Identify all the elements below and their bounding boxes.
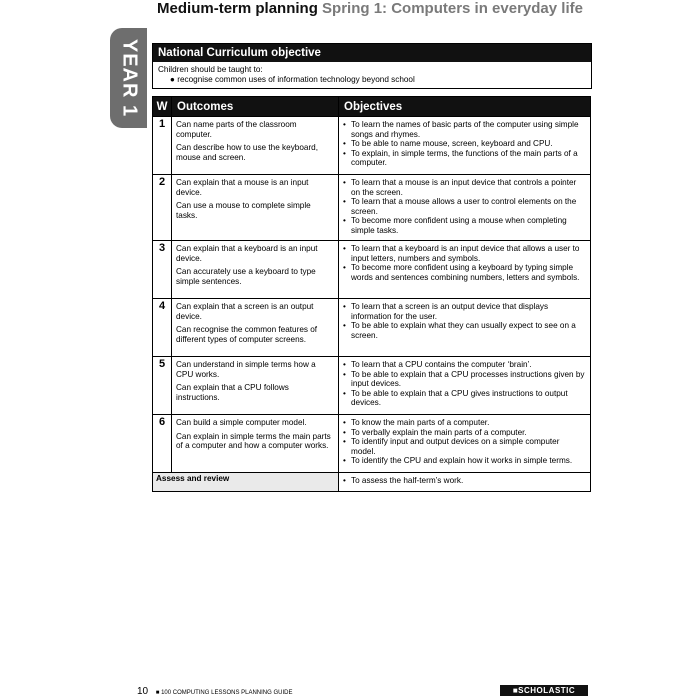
week-number: 6 [153, 415, 172, 473]
objective-item: • To verbally explain the main parts of a computer. [343, 428, 586, 438]
objective-item: • To become more confident using a mouse when completing simple tasks. [343, 216, 586, 235]
assess-review-label: Assess and review [153, 473, 339, 492]
objective-item: • To become more confident using a keyboard by typing simple words and sentences combining numbers, letters and symbols. [343, 263, 586, 282]
outcome-text: Can name parts of the classroom computer. [176, 120, 297, 139]
objective-item: • To be able to explain what they can usually expect to see on a screen. [343, 321, 586, 340]
objective-item: • To learn the names of basic parts of the computer using simple songs and rhymes. [343, 120, 586, 139]
outcome-text: Can explain that a screen is an output device. [176, 302, 314, 321]
objectives-cell [339, 299, 591, 357]
objectives-cell [339, 415, 591, 473]
table-row [153, 241, 591, 299]
objective-item: • To learn that a CPU contains the computer ‘brain’. [343, 360, 586, 370]
page-footer [137, 686, 292, 697]
publisher-logo: ■SCHOLASTIC [500, 685, 588, 696]
outcomes-cell [172, 299, 339, 357]
objective-item: • To know the main parts of a computer. [343, 418, 586, 428]
objective-item: • To assess the half-term’s work. [343, 476, 586, 486]
national-curriculum-heading: National Curriculum objective [153, 44, 591, 62]
page-title [150, 0, 590, 17]
col-objectives-header: Objectives [339, 97, 591, 117]
objective-item: • To explain, in simple terms, the functions of the main parts of a computer. [343, 149, 586, 168]
outcome-text: Can explain that a mouse is an input device. [176, 178, 309, 197]
nc-bullet-text: recognise common uses of information technology beyond school [177, 75, 415, 84]
col-week-header: W [153, 97, 172, 117]
objectives-cell [339, 117, 591, 175]
week-number: 4 [153, 299, 172, 357]
week-number: 2 [153, 175, 172, 241]
title-sub: Spring 1: Computers in everyday life [322, 0, 583, 17]
outcomes-cell [172, 175, 339, 241]
objectives-cell [339, 357, 591, 415]
title-main: Medium-term planning [157, 0, 318, 17]
planning-table [152, 96, 591, 492]
week-number: 3 [153, 241, 172, 299]
outcome-text: Can explain that a CPU follows instructions. [176, 383, 289, 402]
objective-item: • To be able to explain that a CPU processes instructions given by input devices. [343, 370, 586, 389]
week-number: 1 [153, 117, 172, 175]
outcome-text: Can explain in simple terms the main parts of a computer and how a computer works. [176, 431, 331, 451]
outcomes-cell [172, 241, 339, 299]
outcome-text: Can describe how to use the keyboard, mouse and screen. [176, 143, 319, 162]
guide-title: 100 COMPUTING LESSONS PLANNING GUIDE [161, 690, 293, 696]
outcomes-cell [172, 117, 339, 175]
objective-item: • To learn that a screen is an output device that displays information for the user. [343, 302, 586, 321]
page-number: 10 [137, 686, 149, 697]
week-number: 5 [153, 357, 172, 415]
objectives-cell [339, 175, 591, 241]
outcome-text: Can explain that a keyboard is an input device. [176, 244, 318, 263]
outcome-text: Can build a simple computer model. [176, 418, 307, 427]
year-tab-label: YEAR 1 [118, 38, 140, 118]
outcomes-cell [172, 415, 339, 473]
objectives-cell [339, 241, 591, 299]
outcomes-cell [172, 357, 339, 415]
table-row [153, 175, 591, 241]
col-outcomes-header: Outcomes [172, 97, 339, 117]
table-row [153, 415, 591, 473]
objective-item: • To be able to explain that a CPU gives instructions to output devices. [343, 389, 586, 408]
table-row [153, 117, 591, 175]
national-curriculum-box [152, 43, 592, 89]
nc-intro: Children should be taught to: [158, 65, 263, 74]
assess-review-row [153, 473, 591, 492]
table-row [153, 299, 591, 357]
objective-item: • To identify the CPU and explain how it works in simple terms. [343, 456, 586, 466]
national-curriculum-body [153, 62, 591, 88]
year-tab [110, 28, 147, 128]
table-header-row [153, 97, 591, 117]
outcome-text: Can recognise the common features of different types of computer screens. [176, 325, 318, 344]
table-row [153, 357, 591, 415]
assess-review-objective-cell [339, 473, 591, 492]
outcome-text: Can use a mouse to complete simple tasks. [176, 201, 311, 220]
objective-item: • To learn that a mouse is an input device that controls a pointer on the screen. [343, 178, 586, 197]
outcome-text: Can accurately use a keyboard to type simple sentences. [176, 267, 316, 286]
objective-item: • To be able to name mouse, screen, keyboard and CPU. [343, 139, 586, 149]
objective-item: • To learn that a keyboard is an input device that allows a user to input letters, numbers and symbols. [343, 244, 586, 263]
outcome-text: Can understand in simple terms how a CPU works. [176, 360, 316, 379]
objective-item: • To identify input and output devices on a simple computer model. [343, 437, 586, 456]
nc-bullet-item: ● recognise common uses of information technology beyond school [170, 75, 415, 84]
objective-item: • To learn that a mouse allows a user to control elements on the screen. [343, 197, 586, 216]
footer-separator: ■ [155, 690, 160, 696]
